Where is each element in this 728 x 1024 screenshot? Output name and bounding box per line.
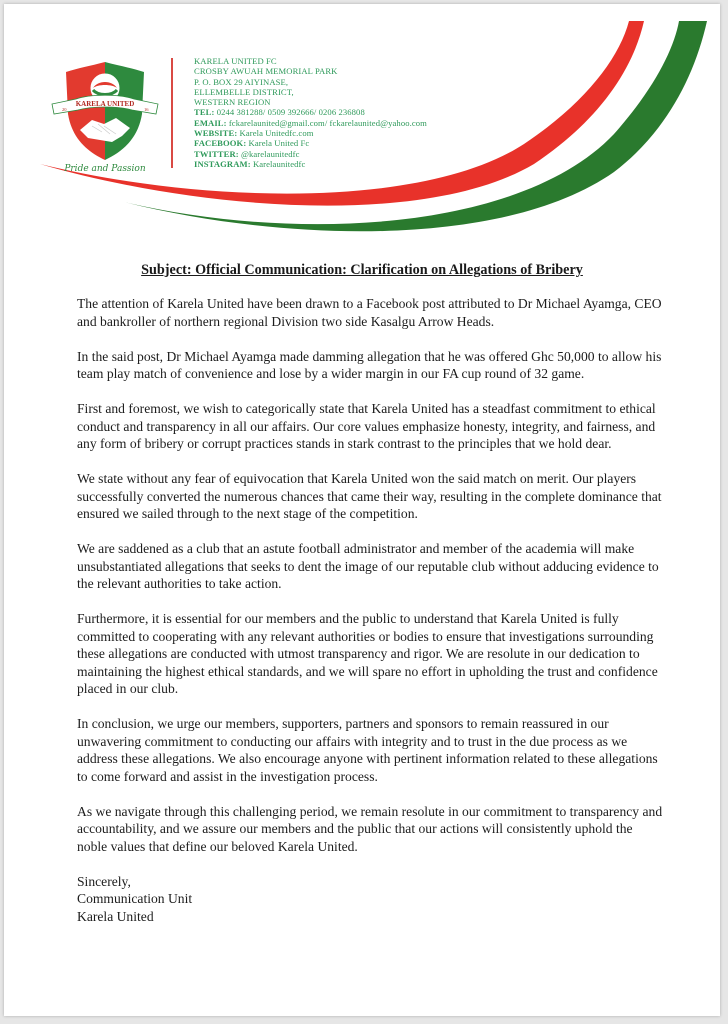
contact-twitter — [194, 149, 427, 159]
body-paragraph: First and foremost, we wish to categorically state that Karela United has a steadfast commitment to ethical conduct and transparency in all our affairs. Our core values emphasize honesty, integrity, and fairness, and any form of bribery or corrupt practices stands in stark contrast to the principles that we hold dear. — [77, 401, 656, 451]
address-line: CROSBY AWUAH MEMORIAL PARK — [194, 66, 338, 77]
address-line: ELLEMBELLE DISTRICT, — [194, 86, 294, 97]
club-crest-logo — [40, 54, 170, 174]
signoff-organization: Karela United — [77, 908, 154, 924]
letterhead-divider — [171, 58, 173, 168]
contact-label: WEBSITE: — [194, 128, 238, 139]
contact-label: EMAIL: — [194, 117, 227, 128]
signoff-closing: Sincerely, — [77, 873, 131, 889]
contact-value: Karelaunitedfc — [250, 158, 306, 169]
contact-value: fckarelaunited@gmail.com/ fckarelaunited@yahoo.com — [226, 117, 427, 128]
letter-subject: Subject: Official Communication: Clarification on Allegations of Bribery — [141, 262, 583, 278]
address-line: KARELA UNITED FC — [194, 56, 277, 66]
letter-page — [4, 4, 720, 1016]
contact-value: 0244 381288/ 0509 392666/ 0206 236808 — [214, 107, 365, 118]
contact-website — [194, 128, 427, 138]
body-paragraph: The attention of Karela United have been drawn to a Facebook post attributed to Dr Michael Ayamga, CEO and bankroller of northern regional Division two side Kasalgu Arrow Heads. — [77, 296, 662, 329]
body-paragraph: In the said post, Dr Michael Ayamga made damming allegation that he was offered Ghc 50,000 to allow his team play match of convenience and lose by a wider margin in our FA cup round of 32 game. — [77, 348, 662, 381]
contact-label: FACEBOOK: — [194, 138, 247, 149]
contact-label: INSTAGRAM: — [194, 158, 251, 169]
address-line: P. O. BOX 29 AIYINASE, — [194, 76, 289, 87]
contact-label: TWITTER: — [194, 148, 239, 159]
body-paragraph: In conclusion, we urge our members, supporters, partners and sponsors to remain reassured in our unwavering commitment to conducting our affairs with integrity and to trust in the due process as we address these allegations. We also encourage anyone with pertinent information related to these allegations to come forward and assist in the investigation process. — [77, 716, 658, 784]
crest-motto: Pride and Passion — [64, 164, 146, 174]
body-paragraph: Furthermore, it is essential for our members and the public to understand that Karela United is fully committed to cooperating with any relevant authorities or bodies to ensure that investigations surrounding these allegations are conducted with utmost transparency and rigor. We are resolute in our dedication to maintaining the highest ethical standards, and we will spare no effort in upholding the trust and confidence placed in our club. — [77, 611, 658, 696]
contact-tel — [194, 107, 427, 117]
contact-instagram — [194, 159, 427, 169]
contact-email — [194, 118, 427, 128]
crest-banner-text: KARELA UNITED — [75, 100, 135, 108]
contact-label: TEL: — [194, 107, 215, 118]
crest-year-left: 20 — [62, 107, 67, 112]
signoff-block — [77, 873, 717, 926]
contact-facebook — [194, 138, 427, 148]
body-paragraph: We state without any fear of equivocation that Karela United won the said match on merit. Our players successfully converted the numerous chances that came their way, resulting in the complete dominance that ensured we sailed through to the next stage of the competition. — [77, 471, 662, 521]
crest-year-right: 16 — [144, 107, 149, 112]
body-paragraph: We are saddened as a club that an astute football administrator and member of the academia will make unsubstantiated allegations that seeks to dent the image of our reputable club without adducing evidence to the relevant authorities to take action. — [77, 541, 659, 591]
body-paragraph: As we navigate through this challenging period, we remain resolute in our commitment to transparency and accountability, and we assure our members and the public that our actions will consistently uphold the noble values that define our beloved Karela United. — [77, 803, 663, 854]
letterhead-contact-block — [194, 56, 427, 169]
contact-value: Karela United Fc — [246, 138, 310, 149]
signoff-department: Communication Unit — [77, 891, 193, 906]
address-line: WESTERN REGION — [194, 97, 271, 108]
contact-value: @karelaunitedfc — [238, 148, 300, 159]
contact-value: Karela Unitedfc.com — [237, 128, 314, 139]
letter-body — [77, 295, 717, 925]
